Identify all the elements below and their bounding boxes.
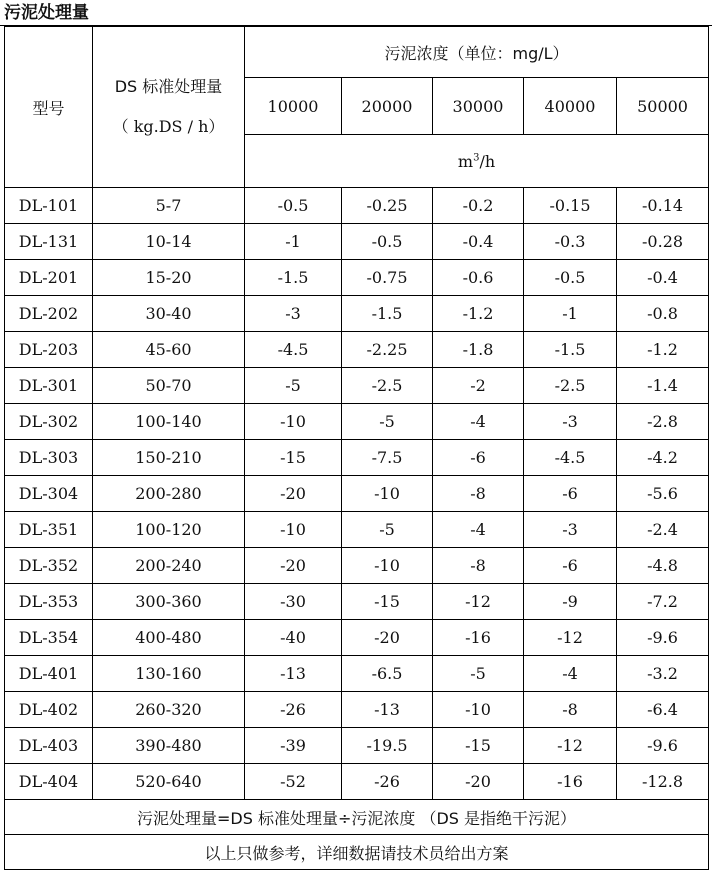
flow-value-cell: -12	[524, 728, 617, 764]
flow-value-cell: -1.4	[617, 368, 709, 404]
flow-value-cell: -0.5	[245, 188, 342, 224]
flow-value-cell: -0.15	[524, 188, 617, 224]
flow-value-cell: -5	[342, 512, 433, 548]
header-model: 型号	[5, 27, 93, 188]
flow-value-cell: -8	[433, 476, 524, 512]
model-cell: DL-403	[5, 728, 93, 764]
flow-value-cell: -0.3	[524, 224, 617, 260]
flow-value-cell: -0.5	[342, 224, 433, 260]
footer-formula: 污泥处理量=DS 标准处理量÷污泥浓度 （DS 是指绝干污泥）	[5, 800, 709, 835]
flow-value-cell: -10	[342, 548, 433, 584]
flow-value-cell: -5.6	[617, 476, 709, 512]
model-cell: DL-353	[5, 584, 93, 620]
flow-value-cell: -0.14	[617, 188, 709, 224]
header-unit	[245, 135, 709, 188]
flow-value-cell: -4.2	[617, 440, 709, 476]
ds-capacity-cell: 200-240	[93, 548, 245, 584]
ds-capacity-cell: 200-280	[93, 476, 245, 512]
ds-capacity-cell: 400-480	[93, 620, 245, 656]
flow-value-cell: -2.5	[342, 368, 433, 404]
flow-value-cell: -20	[245, 476, 342, 512]
page-title: 污泥处理量	[4, 3, 89, 23]
flow-value-cell: -16	[524, 764, 617, 800]
flow-value-cell: -1.5	[524, 332, 617, 368]
flow-value-cell: -6	[524, 548, 617, 584]
flow-value-cell: -6	[433, 440, 524, 476]
ds-capacity-cell: 10-14	[93, 224, 245, 260]
table-row	[5, 332, 709, 368]
model-cell: DL-202	[5, 296, 93, 332]
flow-value-cell: -26	[245, 692, 342, 728]
flow-value-cell: -5	[342, 404, 433, 440]
table-row	[5, 224, 709, 260]
flow-value-cell: -10	[433, 692, 524, 728]
flow-value-cell: -1.2	[433, 296, 524, 332]
model-cell: DL-101	[5, 188, 93, 224]
flow-value-cell: -16	[433, 620, 524, 656]
flow-value-cell: -6.5	[342, 656, 433, 692]
flow-value-cell: -15	[433, 728, 524, 764]
flow-value-cell: -12.8	[617, 764, 709, 800]
ds-capacity-cell: 300-360	[93, 584, 245, 620]
flow-value-cell: -15	[342, 584, 433, 620]
flow-value-cell: -1.5	[342, 296, 433, 332]
model-cell: DL-203	[5, 332, 93, 368]
flow-value-cell: -1.8	[433, 332, 524, 368]
ds-capacity-cell: 150-210	[93, 440, 245, 476]
flow-value-cell: -7.5	[342, 440, 433, 476]
flow-value-cell: -19.5	[342, 728, 433, 764]
flow-value-cell: -2.8	[617, 404, 709, 440]
flow-value-cell: -4.8	[617, 548, 709, 584]
table-row	[5, 584, 709, 620]
flow-value-cell: -4	[433, 404, 524, 440]
flow-value-cell: -10	[245, 512, 342, 548]
flow-value-cell: -5	[245, 368, 342, 404]
table-row	[5, 188, 709, 224]
flow-value-cell: -9.6	[617, 620, 709, 656]
model-cell: DL-302	[5, 404, 93, 440]
header-ds-capacity	[93, 27, 245, 188]
ds-capacity-cell: 100-140	[93, 404, 245, 440]
header-ds-line2: （ kg.DS / h）	[112, 117, 225, 136]
table-row	[5, 512, 709, 548]
table-row	[5, 728, 709, 764]
flow-value-cell: -30	[245, 584, 342, 620]
flow-value-cell: -12	[524, 620, 617, 656]
ds-capacity-cell: 260-320	[93, 692, 245, 728]
ds-capacity-cell: 130-160	[93, 656, 245, 692]
ds-capacity-cell: 50-70	[93, 368, 245, 404]
flow-value-cell: -2.5	[524, 368, 617, 404]
flow-value-cell: -1.5	[245, 260, 342, 296]
flow-value-cell: -6.4	[617, 692, 709, 728]
flow-value-cell: -1	[245, 224, 342, 260]
table-row	[5, 692, 709, 728]
unit-tail: /h	[479, 151, 496, 171]
flow-value-cell: -12	[433, 584, 524, 620]
flow-value-cell: -20	[245, 548, 342, 584]
model-cell: DL-301	[5, 368, 93, 404]
table-row	[5, 368, 709, 404]
flow-value-cell: -0.4	[617, 260, 709, 296]
flow-value-cell: -3.2	[617, 656, 709, 692]
header-conc-value: 50000	[617, 78, 709, 135]
header-conc-value: 20000	[342, 78, 433, 135]
model-cell: DL-131	[5, 224, 93, 260]
flow-value-cell: -13	[342, 692, 433, 728]
flow-value-cell: -9.6	[617, 728, 709, 764]
flow-value-cell: -0.25	[342, 188, 433, 224]
flow-value-cell: -20	[342, 620, 433, 656]
table-row	[5, 764, 709, 800]
flow-value-cell: -8	[433, 548, 524, 584]
unit-base: m	[457, 151, 474, 171]
model-cell: DL-354	[5, 620, 93, 656]
flow-value-cell: -13	[245, 656, 342, 692]
flow-value-cell: -3	[245, 296, 342, 332]
model-cell: DL-402	[5, 692, 93, 728]
flow-value-cell: -52	[245, 764, 342, 800]
table-row	[5, 620, 709, 656]
flow-value-cell: -7.2	[617, 584, 709, 620]
flow-value-cell: -3	[524, 404, 617, 440]
flow-value-cell: -39	[245, 728, 342, 764]
table-row	[5, 548, 709, 584]
flow-value-cell: -0.2	[433, 188, 524, 224]
flow-value-cell: -3	[524, 512, 617, 548]
ds-capacity-cell: 390-480	[93, 728, 245, 764]
ds-capacity-cell: 30-40	[93, 296, 245, 332]
flow-value-cell: -15	[245, 440, 342, 476]
ds-capacity-cell: 45-60	[93, 332, 245, 368]
header-concentration: 污泥浓度（单位：mg/L）	[245, 27, 709, 78]
flow-value-cell: -1.2	[617, 332, 709, 368]
table-row	[5, 404, 709, 440]
unit-superscript: 3	[473, 152, 480, 164]
model-cell: DL-352	[5, 548, 93, 584]
flow-value-cell: -0.4	[433, 224, 524, 260]
flow-value-cell: -4.5	[245, 332, 342, 368]
header-ds-line1: DS 标准处理量	[114, 77, 223, 96]
flow-value-cell: -0.8	[617, 296, 709, 332]
flow-value-cell: -8	[524, 692, 617, 728]
flow-value-cell: -0.5	[524, 260, 617, 296]
table-row	[5, 476, 709, 512]
ds-capacity-cell: 100-120	[93, 512, 245, 548]
flow-value-cell: -5	[433, 656, 524, 692]
header-conc-value: 40000	[524, 78, 617, 135]
flow-value-cell: -26	[342, 764, 433, 800]
table-row	[5, 260, 709, 296]
table-row	[5, 440, 709, 476]
table-row	[5, 296, 709, 332]
ds-capacity-cell: 520-640	[93, 764, 245, 800]
model-cell: DL-303	[5, 440, 93, 476]
flow-value-cell: -6	[524, 476, 617, 512]
model-cell: DL-401	[5, 656, 93, 692]
flow-value-cell: -4.5	[524, 440, 617, 476]
model-cell: DL-404	[5, 764, 93, 800]
flow-value-cell: -1	[524, 296, 617, 332]
flow-value-cell: -2	[433, 368, 524, 404]
flow-value-cell: -2.25	[342, 332, 433, 368]
footer-note: 以上只做参考，详细数据请技术员给出方案	[5, 835, 709, 870]
flow-value-cell: -4	[524, 656, 617, 692]
flow-value-cell: -0.28	[617, 224, 709, 260]
model-cell: DL-201	[5, 260, 93, 296]
ds-capacity-cell: 15-20	[93, 260, 245, 296]
model-cell: DL-304	[5, 476, 93, 512]
flow-value-cell: -0.75	[342, 260, 433, 296]
header-conc-value: 10000	[245, 78, 342, 135]
flow-value-cell: -10	[245, 404, 342, 440]
flow-value-cell: -10	[342, 476, 433, 512]
flow-value-cell: -0.6	[433, 260, 524, 296]
flow-value-cell: -9	[524, 584, 617, 620]
sludge-capacity-table	[4, 26, 709, 870]
model-cell: DL-351	[5, 512, 93, 548]
header-conc-value: 30000	[433, 78, 524, 135]
flow-value-cell: -20	[433, 764, 524, 800]
flow-value-cell: -2.4	[617, 512, 709, 548]
flow-value-cell: -40	[245, 620, 342, 656]
ds-capacity-cell: 5-7	[93, 188, 245, 224]
table-row	[5, 656, 709, 692]
flow-value-cell: -4	[433, 512, 524, 548]
